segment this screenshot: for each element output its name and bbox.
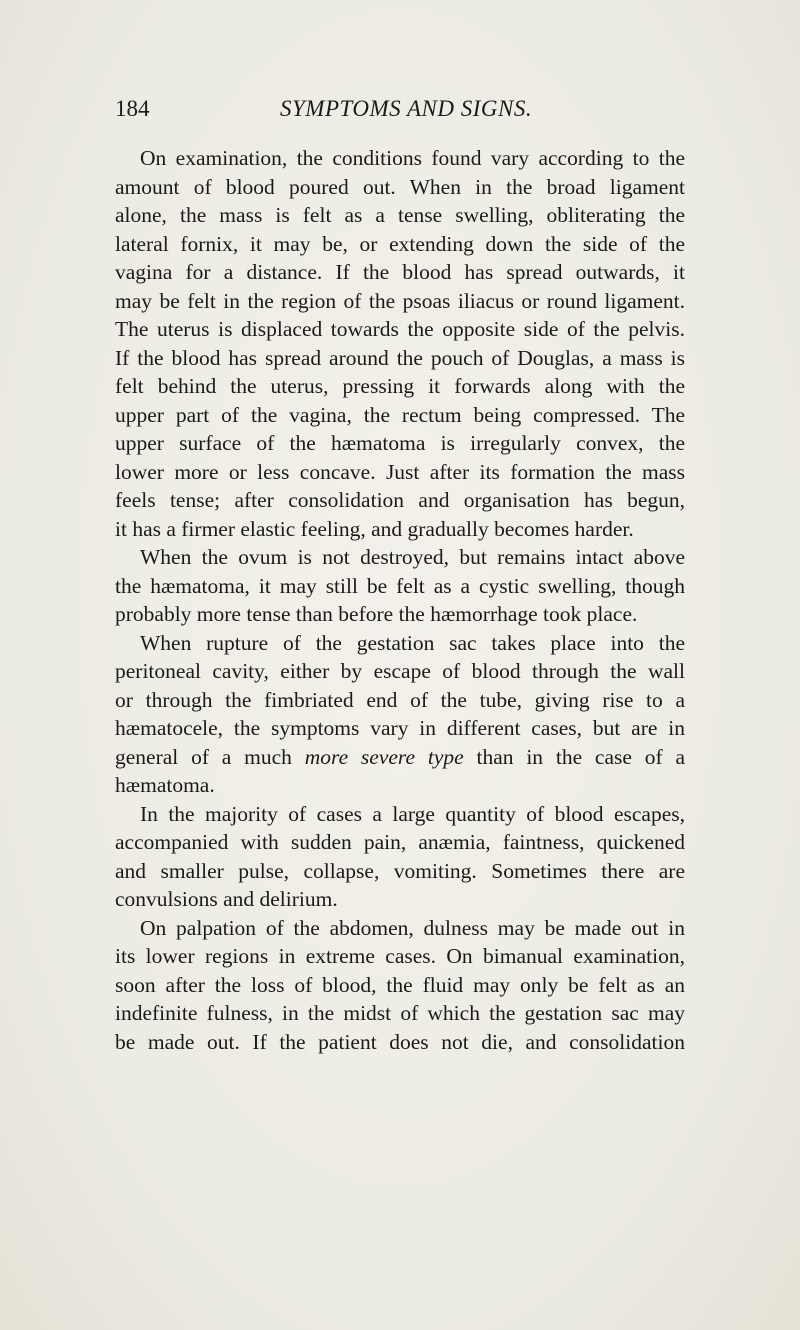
text-line: feels tense; after consolidation and organisation has begun,	[115, 488, 685, 512]
text-line: upper surface of the hæmatoma is irregularly convex, the	[115, 431, 685, 455]
text-line: its lower regions in extreme cases. On bimanual examination,	[115, 944, 685, 968]
text-line: hæmatoma.	[115, 773, 215, 797]
text-line: vagina for a distance. If the blood has spread outwards, it	[115, 260, 685, 284]
text-line: or through the fimbriated end of the tube, giving rise to a	[115, 687, 685, 712]
text-line: be made out. If the patient does not die, and consolidation	[115, 1029, 685, 1054]
text-line: indefinite fulness, in the midst of which the gestation sac may	[115, 1001, 685, 1025]
text-line: The uterus is displaced towards the opposite side of the pelvis.	[115, 317, 685, 341]
text-segment: general of a much	[115, 744, 305, 769]
text-line: amount of blood poured out. When in the broad ligament	[115, 174, 685, 199]
text-line: accompanied with sudden pain, anæmia, faintness, quickened	[115, 830, 685, 854]
paragraph-palpation	[115, 914, 685, 1057]
text-line: On examination, the conditions found vary according to the	[140, 146, 685, 170]
paragraph-majority	[115, 800, 685, 914]
italic-emphasis: more severe type	[304, 744, 464, 769]
text-line: and smaller pulse, collapse, vomiting. Sometimes there are	[115, 858, 685, 883]
text-line: soon after the loss of blood, the fluid may only be felt as an	[115, 972, 685, 997]
text-line: alone, the mass is felt as a tense swelling, obliterating the	[115, 203, 685, 227]
running-head: SYMPTOMS AND SIGNS.	[280, 96, 533, 121]
text-line: If the blood has spread around the pouch of Douglas, a mass is	[115, 345, 685, 370]
text-line: upper part of the vagina, the rectum being compressed. The	[115, 402, 685, 427]
paragraph-ovum	[115, 543, 685, 629]
text-line: may be felt in the region of the psoas iliacus or round ligament.	[115, 288, 685, 313]
text-segment: than in the case of a	[463, 744, 685, 769]
paragraph-rupture	[115, 629, 685, 800]
text-line: lateral fornix, it may be, or extending down the side of the	[115, 231, 685, 256]
text-line: felt behind the uterus, pressing it forwards along with the	[115, 374, 685, 398]
text-line: peritoneal cavity, either by escape of blood through the wall	[115, 659, 685, 683]
text-line: In the majority of cases a large quantity of blood escapes,	[140, 801, 685, 826]
text-line: When the ovum is not destroyed, but remains intact above	[140, 545, 685, 569]
text-line: When rupture of the gestation sac takes place into the	[140, 630, 685, 655]
page-header	[115, 96, 685, 128]
text-line: probably more tense than before the hæmorrhage took place.	[115, 602, 638, 626]
text-line-with-italic	[115, 743, 685, 772]
text-line: lower more or less concave. Just after its formation the mass	[115, 459, 685, 484]
text-line: On palpation of the abdomen, dulness may be made out in	[140, 915, 685, 940]
paragraph-examination	[115, 144, 685, 543]
text-line: convulsions and delirium.	[115, 887, 338, 911]
text-line: it has a firmer elastic feeling, and gradually becomes harder.	[115, 516, 634, 541]
body-text	[115, 144, 685, 1056]
text-line: hæmatocele, the symptoms vary in different cases, but are in	[115, 716, 685, 740]
text-line: the hæmatoma, it may still be felt as a cystic swelling, though	[115, 573, 685, 598]
page-number: 184	[115, 96, 150, 121]
